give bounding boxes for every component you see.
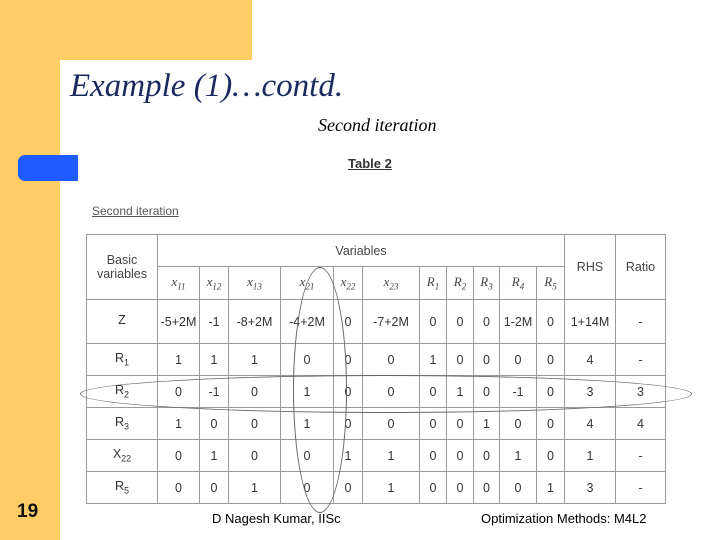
table-cell: 1 xyxy=(281,376,334,408)
table-cell: 0 xyxy=(474,472,500,504)
table-cell: 0 xyxy=(474,376,500,408)
table-cell: 1 xyxy=(158,344,200,376)
basic-variable-subscript: 2 xyxy=(124,389,130,400)
page-number: 19 xyxy=(17,501,39,522)
table-cell: 0 xyxy=(447,300,474,344)
table-cell: 1-2M xyxy=(500,300,537,344)
table-cell: 1 xyxy=(363,472,420,504)
ratio-cell: - xyxy=(616,472,666,504)
variable-subscript: 1 xyxy=(434,281,440,292)
basic-variable-name: Z xyxy=(118,313,126,328)
table-cell: 1 xyxy=(474,408,500,440)
basic-variable-cell xyxy=(87,344,158,376)
table-cell: 1 xyxy=(229,344,281,376)
variable-col-header xyxy=(447,267,474,300)
table-cell: 0 xyxy=(500,472,537,504)
variable-base: x xyxy=(340,274,347,290)
rhs-cell: 4 xyxy=(565,344,616,376)
variable-col-header xyxy=(281,267,334,300)
variable-subscript: 2 xyxy=(461,281,467,292)
basic-variable-subscript: 1 xyxy=(124,357,130,368)
ratio-cell: - xyxy=(616,440,666,472)
variable-subscript: 12 xyxy=(212,281,222,292)
table-cell: 0 xyxy=(158,376,200,408)
table-cell: 0 xyxy=(447,408,474,440)
table-cell: 1 xyxy=(420,344,447,376)
table-cell: 0 xyxy=(229,440,281,472)
table-cell: 0 xyxy=(447,344,474,376)
slide-subtitle: Second iteration xyxy=(318,115,437,135)
basic-variable-subscript: 22 xyxy=(121,453,132,464)
table-cell: 0 xyxy=(420,440,447,472)
table-cell: 0 xyxy=(537,344,565,376)
table-cell: 0 xyxy=(158,472,200,504)
table-cell: 0 xyxy=(420,472,447,504)
variable-base: R xyxy=(544,274,553,290)
table-cell: 1 xyxy=(229,472,281,504)
table-cell: 0 xyxy=(281,440,334,472)
table-cell: 0 xyxy=(537,408,565,440)
rhs-cell: 3 xyxy=(565,376,616,408)
table-row xyxy=(87,472,666,504)
basic-variable-name: R xyxy=(114,383,124,398)
table-cell: 1 xyxy=(334,440,363,472)
table-cell: 0 xyxy=(474,300,500,344)
basic-variable-cell xyxy=(87,472,158,504)
header-row-top xyxy=(87,235,666,267)
variable-base: x xyxy=(383,274,390,290)
table-cell: -1 xyxy=(200,376,229,408)
table-cell: 0 xyxy=(281,472,334,504)
table-cell: 0 xyxy=(334,300,363,344)
variable-subscript: 4 xyxy=(519,281,525,292)
ratio-cell: - xyxy=(616,344,666,376)
variable-base: R xyxy=(453,274,462,290)
table-cell: 0 xyxy=(420,300,447,344)
basic-variable-name: X xyxy=(112,447,122,462)
table-cell: 0 xyxy=(474,344,500,376)
table-row xyxy=(87,440,666,472)
table-cell: -7+2M xyxy=(363,300,420,344)
table-cell: 1 xyxy=(500,440,537,472)
table-cell: 0 xyxy=(420,376,447,408)
variable-col-header xyxy=(537,267,565,300)
table-cell: 1 xyxy=(158,408,200,440)
variable-subscript: 21 xyxy=(305,281,315,292)
table-cell: 0 xyxy=(158,440,200,472)
variable-base: x xyxy=(171,274,178,290)
variable-subscript: 13 xyxy=(252,281,262,292)
table-row xyxy=(87,344,666,376)
basic-variable-cell xyxy=(87,408,158,440)
table-cell: 0 xyxy=(447,440,474,472)
table-cell: 0 xyxy=(500,408,537,440)
table-cell: 1 xyxy=(200,344,229,376)
decorative-blue-tab xyxy=(18,155,78,181)
basic-variable-subscript: 3 xyxy=(124,421,130,432)
rhs-cell: 3 xyxy=(565,472,616,504)
variable-col-header xyxy=(229,267,281,300)
variable-subscript: 11 xyxy=(177,281,186,292)
variable-base: R xyxy=(426,274,435,290)
table-cell: 0 xyxy=(200,472,229,504)
table-cell: 0 xyxy=(334,408,363,440)
table-cell: 1 xyxy=(200,440,229,472)
table-cell: 0 xyxy=(537,300,565,344)
basic-variables-header: Basic variables xyxy=(87,235,158,300)
variable-col-header xyxy=(363,267,420,300)
variable-col-header xyxy=(200,267,229,300)
table-cell: -1 xyxy=(500,376,537,408)
variable-subscript: 5 xyxy=(552,281,557,292)
variable-base: x xyxy=(206,274,213,290)
variable-col-header xyxy=(474,267,500,300)
table-cell: 0 xyxy=(334,472,363,504)
table-cell: 0 xyxy=(334,376,363,408)
slide-title: Example (1)…contd. xyxy=(70,68,344,104)
ratio-cell: - xyxy=(616,300,666,344)
variable-col-header xyxy=(158,267,200,300)
basic-variable-subscript: 5 xyxy=(124,485,130,496)
variables-header: Variables xyxy=(158,235,565,267)
variable-col-header xyxy=(420,267,447,300)
variable-base: x xyxy=(299,274,306,290)
basic-variable-name: R xyxy=(114,415,124,430)
table-cell: 1 xyxy=(537,472,565,504)
table-cell: 0 xyxy=(537,440,565,472)
table-cell: 0 xyxy=(229,376,281,408)
ratio-cell: 3 xyxy=(616,376,666,408)
table-cell: 0 xyxy=(363,376,420,408)
rhs-cell: 1+14M xyxy=(565,300,616,344)
table-row xyxy=(87,408,666,440)
table-cell: 0 xyxy=(334,344,363,376)
table-cell: -8+2M xyxy=(229,300,281,344)
decorative-left-band xyxy=(0,0,60,540)
simplex-table xyxy=(86,234,666,504)
table-cell: 0 xyxy=(500,344,537,376)
variable-base: R xyxy=(511,274,520,290)
variable-subscript: 23 xyxy=(389,281,399,292)
table-caption: Table 2 xyxy=(348,156,392,171)
table-cell: 1 xyxy=(447,376,474,408)
basic-variable-cell xyxy=(87,440,158,472)
table-cell: 0 xyxy=(537,376,565,408)
ratio-cell: 4 xyxy=(616,408,666,440)
basic-variable-cell xyxy=(87,376,158,408)
variable-base: x xyxy=(247,274,253,290)
table-cell: 0 xyxy=(363,344,420,376)
ratio-header: Ratio xyxy=(616,235,666,300)
table-cell: 0 xyxy=(363,408,420,440)
table-cell: 0 xyxy=(229,408,281,440)
variable-subscript: 3 xyxy=(488,281,493,292)
footer-course: Optimization Methods: M4L2 xyxy=(481,511,647,526)
table-cell: 0 xyxy=(474,440,500,472)
table-cell: 0 xyxy=(420,408,447,440)
table-cell: 0 xyxy=(281,344,334,376)
variable-col-header xyxy=(500,267,537,300)
table-cell: -4+2M xyxy=(281,300,334,344)
table-body xyxy=(87,300,666,504)
table-cell: 0 xyxy=(447,472,474,504)
variable-subscript: 22 xyxy=(346,281,356,292)
iteration-label: Second iteration xyxy=(92,204,179,218)
table-row xyxy=(87,376,666,408)
table-cell: 1 xyxy=(363,440,420,472)
rhs-cell: 1 xyxy=(565,440,616,472)
rhs-header: RHS xyxy=(565,235,616,300)
table-cell: -5+2M xyxy=(158,300,200,344)
footer-author: D Nagesh Kumar, IISc xyxy=(212,511,341,526)
table-cell: 0 xyxy=(200,408,229,440)
variable-col-header xyxy=(334,267,363,300)
basic-variable-cell xyxy=(87,300,158,344)
basic-variable-name: R xyxy=(114,351,124,366)
variable-base: R xyxy=(480,274,489,290)
rhs-cell: 4 xyxy=(565,408,616,440)
table-row xyxy=(87,300,666,344)
table-cell: 1 xyxy=(281,408,334,440)
table-cell: -1 xyxy=(200,300,229,344)
basic-variable-name: R xyxy=(114,479,124,494)
